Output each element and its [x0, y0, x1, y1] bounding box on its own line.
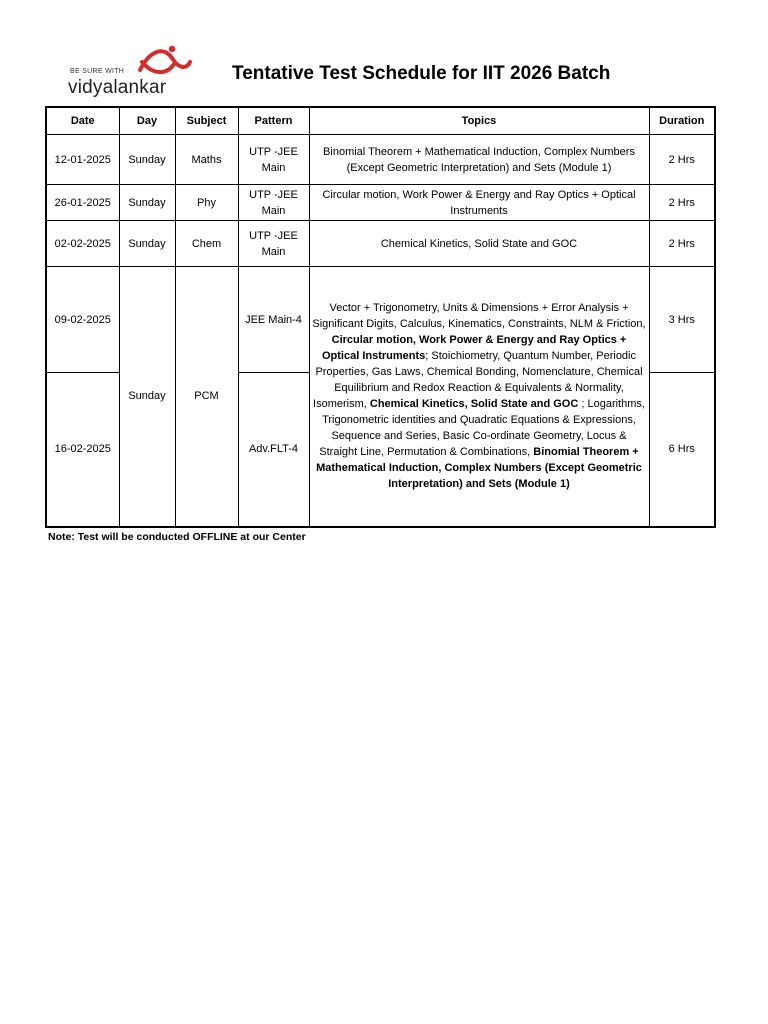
- topics-text: ; Logarithms, Trigonometric identities and Quadratic Equations & Expressions, Sequence and Series, Basic Co-ordinate Geometry, Locus & Straight Line, Permutation & Combinations,: [319, 398, 645, 459]
- cell-pattern: UTP -JEE Main: [238, 221, 309, 267]
- cell-day: Sunday: [119, 135, 175, 185]
- page-header: [0, 0, 768, 106]
- cell-date: 02-02-2025: [46, 221, 119, 267]
- header-pattern: Pattern: [238, 107, 309, 135]
- cell-pattern: UTP -JEE Main: [238, 185, 309, 221]
- cell-pattern: Adv.FLT-4: [238, 373, 309, 527]
- header-duration: Duration: [649, 107, 715, 135]
- cell-pattern: UTP -JEE Main: [238, 135, 309, 185]
- cell-topics-merged: [309, 267, 649, 527]
- cell-duration: 2 Hrs: [649, 221, 715, 267]
- cell-topics: Chemical Kinetics, Solid State and GOC: [309, 221, 649, 267]
- topics-text: ; Stoichiometry, Quantum Number, Periodic Properties, Gas Laws, Chemical Bonding, Nomenclature, Chemical Equilibrium and Redox Reaction & Equivalents & Normality, Isomerism,: [313, 350, 643, 411]
- cell-date: 16-02-2025: [46, 373, 119, 527]
- vidyalankar-logo: [68, 44, 198, 96]
- topics-text-bold: Chemical Kinetics, Solid State and GOC: [369, 398, 579, 411]
- table-row: [46, 221, 715, 267]
- topics-text-bold: Binomial Theorem + Mathematical Induction, Complex Numbers (Except Geometric Interpretation) and Sets (Module 1): [316, 446, 642, 491]
- cell-subject: Phy: [175, 185, 238, 221]
- table-row: [46, 135, 715, 185]
- cell-subject: Maths: [175, 135, 238, 185]
- cell-day: Sunday: [119, 185, 175, 221]
- header-subject: Subject: [175, 107, 238, 135]
- footer-note: Note: Test will be conducted OFFLINE at our Center: [48, 531, 306, 543]
- cell-topics: Circular motion, Work Power & Energy and Ray Optics + Optical Instruments: [309, 185, 649, 221]
- logo-tagline: BE SURE WITH: [70, 68, 125, 75]
- header-date: Date: [46, 107, 119, 135]
- cell-duration: 6 Hrs: [649, 373, 715, 527]
- topics-text: Vector + Trigonometry, Units & Dimensions + Error Analysis + Significant Digits, Calculus, Kinematics, Constraints, NLM & Friction,: [312, 302, 646, 331]
- cell-pattern: JEE Main-4: [238, 267, 309, 373]
- cell-duration: 2 Hrs: [649, 185, 715, 221]
- cell-subject-merged: PCM: [175, 267, 238, 527]
- cell-date: 09-02-2025: [46, 267, 119, 373]
- table-header-row: [46, 107, 715, 135]
- table-row: [46, 267, 715, 373]
- cell-duration: 3 Hrs: [649, 267, 715, 373]
- cell-day-merged: Sunday: [119, 267, 175, 527]
- header-day: Day: [119, 107, 175, 135]
- logo-brand-name: vidyalankar: [68, 77, 167, 98]
- schedule-table: [45, 106, 716, 528]
- topics-text-bold: Circular motion, Work Power & Energy and Ray Optics + Optical Instruments: [321, 334, 627, 363]
- cell-duration: 2 Hrs: [649, 135, 715, 185]
- cell-date: 12-01-2025: [46, 135, 119, 185]
- page-title: Tentative Test Schedule for IIT 2026 Batch: [232, 63, 611, 84]
- logo-mark-icon: [136, 44, 192, 78]
- table-row: [46, 185, 715, 221]
- cell-day: Sunday: [119, 221, 175, 267]
- header-topics: Topics: [309, 107, 649, 135]
- cell-date: 26-01-2025: [46, 185, 119, 221]
- cell-topics: Binomial Theorem + Mathematical Induction, Complex Numbers (Except Geometric Interpretation) and Sets (Module 1): [309, 135, 649, 185]
- cell-subject: Chem: [175, 221, 238, 267]
